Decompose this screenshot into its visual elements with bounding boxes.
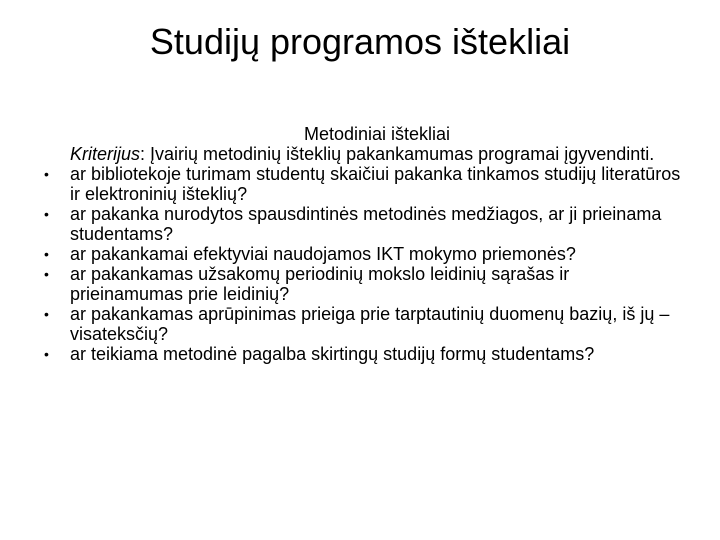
question-text: ar bibliotekoje turimam studentų skaičiui pakanka tinkamos studijų literatūros ir elektroninių išteklių? xyxy=(70,164,681,204)
slide-content xyxy=(44,124,684,364)
bullet-icon: • xyxy=(44,346,49,362)
slide-title: Studijų programos ištekliai xyxy=(149,21,571,62)
list-item xyxy=(44,244,684,264)
question-text: ar teikiama metodinė pagalba skirtingų studijų formų studentams? xyxy=(70,344,595,364)
question-text: ar pakanka nurodytos spausdintinės metodinės medžiagos, ar ji prieinama studentams? xyxy=(70,204,662,244)
list-item xyxy=(44,304,684,344)
bullet-icon: • xyxy=(44,166,49,182)
criterion-text: : Įvairių metodinių išteklių pakankamumas programai įgyvendinti. xyxy=(140,144,655,164)
list-item xyxy=(44,344,684,364)
question-text: ar pakankamas užsakomų periodinių mokslo leidinių sąrašas ir prieinamumas prie leidinių? xyxy=(70,264,570,304)
bullet-icon: • xyxy=(44,266,49,282)
question-list xyxy=(44,164,684,364)
list-item xyxy=(44,264,684,304)
list-item xyxy=(44,204,684,244)
bullet-icon: • xyxy=(44,206,49,222)
question-text: ar pakankamai efektyviai naudojamos IKT mokymo priemonės? xyxy=(70,244,576,264)
list-item xyxy=(44,164,684,204)
criterion-label: Kriterijus xyxy=(70,144,141,164)
bullet-icon: • xyxy=(44,306,49,322)
question-text: ar pakankamas aprūpinimas prieiga prie tarptautinių duomenų bazių, iš jų – visateksčių? xyxy=(70,304,670,344)
criterion-line xyxy=(44,144,684,164)
bullet-icon: • xyxy=(44,246,49,262)
section-subtitle: Metodiniai ištekliai xyxy=(303,124,451,144)
